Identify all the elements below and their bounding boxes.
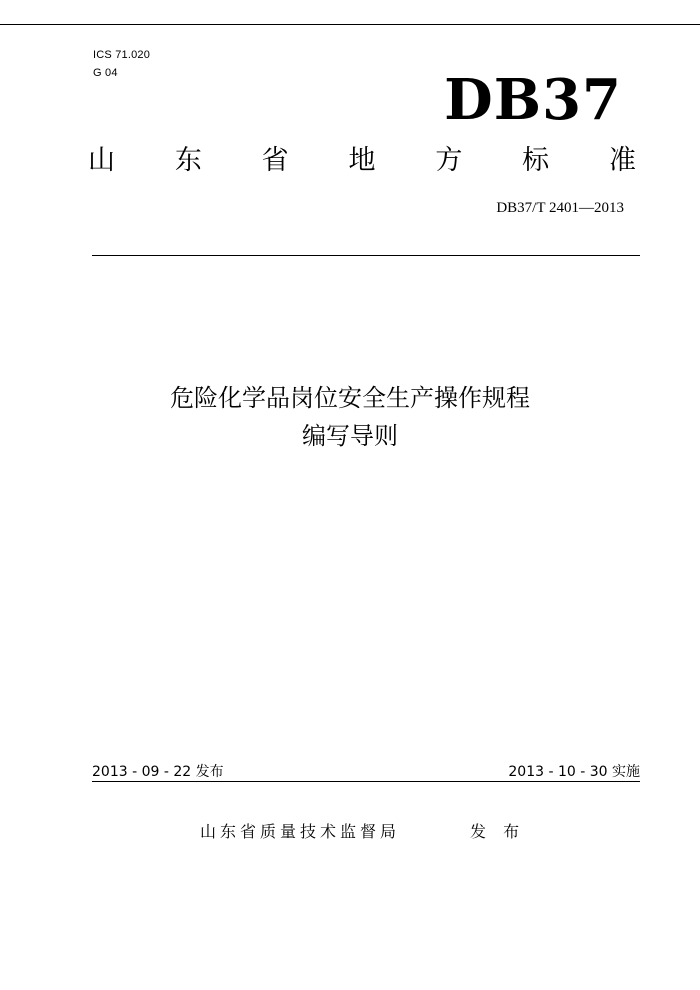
standard-number: DB37/T 2401—2013 [496,200,624,216]
footer-divider [92,781,640,782]
ics-code: ICS 71.020 [93,49,151,61]
standard-type-char: 方 [435,145,463,176]
issue-date: 2013 - 09 - 22 发布 [92,764,224,780]
document-title: 危险化学品岗位安全生产操作规程 [170,384,530,412]
standard-type-char: 山 [88,145,115,176]
standard-type-char: 标 [522,145,550,176]
document-subtitle: 编写导则 [302,422,398,450]
classification-code: G 04 [93,67,118,79]
publisher: 山东省质量技术监督局 [200,822,401,841]
standard-type [88,143,636,179]
standard-type-char: 准 [608,145,636,176]
standard-type-char: 地 [348,145,376,176]
header-divider [92,255,640,256]
implementation-date: 2013 - 10 - 30 实施 [508,764,640,780]
standard-code: DB37 [444,67,622,133]
publish-label: 发 布 [470,822,526,841]
standard-type-char: 东 [174,145,202,176]
standard-type-char: 省 [261,145,289,176]
top-rule [0,24,700,25]
